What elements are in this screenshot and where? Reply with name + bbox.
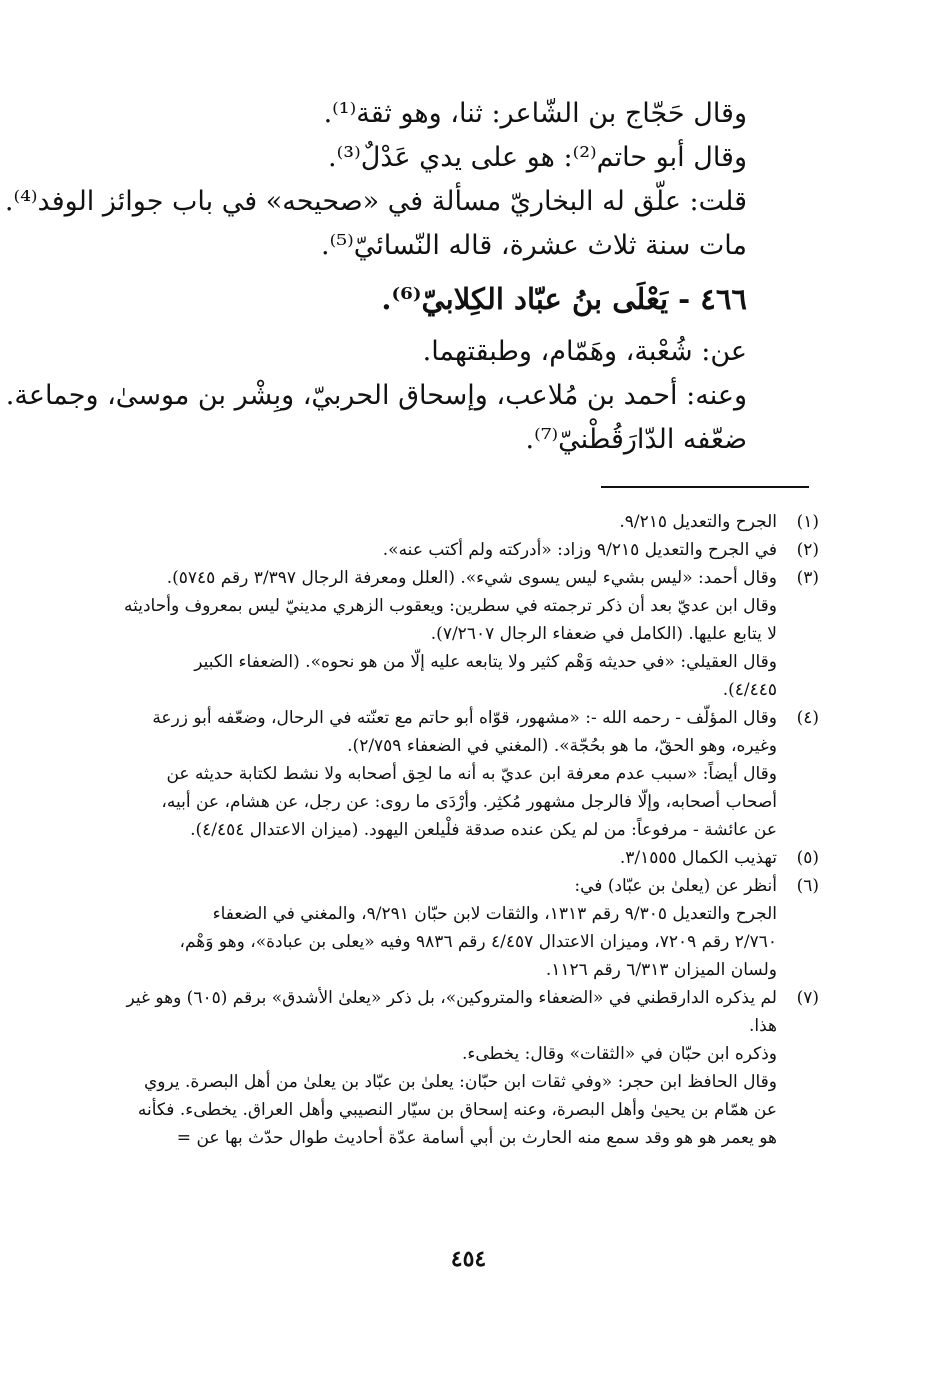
footnote-line: تهذيب الكمال ٣/١٥٥٥. bbox=[619, 848, 777, 868]
footnote-7 bbox=[114, 984, 819, 1152]
page-number: ٤٥٤ bbox=[450, 1246, 487, 1272]
footnote-line: عن عائشة - مرفوعاً: من لم يكن عنده صدقة فلْيلعن اليهود. (ميزان الاعتدال ٤/٤٥٤). bbox=[190, 820, 777, 840]
footnote-line: وقال المؤلّف - رحمه الله -: «مشهور، قوّاه أبو حاتم مع تعنّته في الرحال، وضعّفه أبو زرعة bbox=[152, 708, 777, 728]
main-line: ضعّفه الدّارَقُطْنيّ⁽⁷⁾. bbox=[525, 424, 747, 455]
main-line: وقال أبو حاتم⁽²⁾: هو على يدي عَدْلٌ⁽³⁾. bbox=[328, 142, 747, 173]
footnote-line: وغيره، وهو الحقّ، ما هو بحُجّة». (المغني في الضعفاء ٢/٧٥٩). bbox=[347, 736, 777, 756]
footnote-number: (٦) bbox=[796, 876, 819, 896]
footnote-line: عن همّام بن يحيىٰ وأهل البصرة، وعنه إسحاق بن سيّار النصيبي وأهل العراق. يخطىء. فكأنه bbox=[137, 1100, 777, 1120]
footnote-line: لم يذكره الدارقطني في «الضعفاء والمتروكين»، بل ذكر «يعلىٰ الأشدق» برقم (٦٠٥) وهو غير bbox=[126, 988, 777, 1008]
footnote-line: وقال ابن عديّ بعد أن ذكر ترجمته في سطرين: ويعقوب الزهري مدينيّ ليس بمعروف وأحاديثه bbox=[124, 596, 777, 616]
footnote-line: وذكره ابن حبّان في «الثقات» وقال: يخطىء. bbox=[461, 1044, 777, 1064]
footnote-3 bbox=[114, 564, 819, 704]
footnote-2 bbox=[114, 536, 819, 564]
main-line: وعنه: أحمد بن مُلاعب، وإسحاق الحربيّ، وبِشْر بن موسىٰ، وجماعة. bbox=[5, 380, 747, 411]
footnote-1 bbox=[114, 508, 819, 536]
footnote-line: في الجرح والتعديل ٩/٢١٥ وزاد: «أدركته ولم أكتب عنه». bbox=[382, 540, 777, 560]
footnote-6 bbox=[114, 872, 819, 984]
footnote-line: الجرح والتعديل ٩/٣٠٥ رقم ١٣١٣، والثقات لابن حبّان ٩/٢٩١، والمغني في الضعفاء bbox=[212, 904, 777, 924]
main-line: مات سنة ثلاث عشرة، قاله النّسائيّ⁽⁵⁾. bbox=[321, 230, 747, 261]
footnote-line: ٤/٤٤٥). bbox=[722, 680, 777, 700]
main-line: قلت: علّق له البخاريّ مسألة في «صحيحه» في باب جوائز الوفد⁽⁴⁾. bbox=[4, 186, 747, 217]
footnote-line: وقال الحافظ ابن حجر: «وفي ثقات ابن حبّان: يعلىٰ بن عبّاد بن يعلىٰ من أهل البصرة. يروي bbox=[143, 1072, 777, 1092]
footnotes bbox=[114, 508, 819, 1152]
footnote-line: الجرح والتعديل ٩/٢١٥. bbox=[619, 512, 777, 532]
footnote-separator bbox=[601, 486, 809, 488]
footnote-line: وقال أيضاً: «سبب عدم معرفة ابن عديّ به أنه ما لحِق أصحابه ولا نشط لكتابة حديثه عن bbox=[166, 764, 777, 784]
main-text bbox=[4, 92, 747, 462]
footnote-number: (٢) bbox=[796, 540, 819, 560]
footnote-number: (٤) bbox=[796, 708, 819, 728]
footnote-line: وقال أحمد: «ليس بشيء ليس يسوى شيء». (العلل ومعرفة الرجال ٣/٣٩٧ رقم ٥٧٤٥). bbox=[166, 568, 777, 588]
footnote-4 bbox=[114, 704, 819, 844]
footnote-line: أنظر عن (يعلىٰ بن عبّاد) في: bbox=[574, 876, 777, 896]
footnote-line: أصحاب أصحابه، وإلّا فالرجل مشهور مُكثِر. وأرْدَى ما روى: عن رجل، عن هشام، عن أبيه، bbox=[161, 792, 777, 812]
footnote-number: (٥) bbox=[796, 848, 819, 868]
footnote-line: وقال العقيلي: «في حديثه وَهْم كثير ولا يتابعه عليه إلّا من هو نحوه». (الضعفاء الكبير bbox=[194, 652, 777, 672]
footnote-number: (٣) bbox=[796, 568, 819, 588]
footnote-number: (٧) bbox=[796, 988, 819, 1008]
footnote-5 bbox=[114, 844, 819, 872]
footnote-line: ولسان الميزان ٦/٣١٣ رقم ١١٢٦. bbox=[545, 960, 777, 980]
footnote-line: هذا. bbox=[748, 1016, 777, 1036]
footnote-number: (١) bbox=[796, 512, 819, 532]
entry-heading: ٤٦٦ - يَعْلَى بنُ عبّاد الكِلابيّ⁽⁶⁾. bbox=[381, 282, 747, 316]
footnote-line: ٢/٧٦٠ رقم ٧٢٠٩، وميزان الاعتدال ٤/٤٥٧ رقم ٩٨٣٦ وفيه «يعلى بن عبادة»، وهو وَهْم، bbox=[179, 932, 777, 952]
footnote-line: لا يتابع عليها. (الكامل في ضعفاء الرجال ٧/٢٦٠٧). bbox=[430, 624, 777, 644]
main-line: وقال حَجّاج بن الشّاعر: ثنا، وهو ثقة⁽¹⁾. bbox=[323, 98, 747, 129]
footnote-line: هو يعمر هو هو وقد سمع منه الحارث بن أبي أسامة عدّة أحاديث طوال حدّث بها عن = bbox=[176, 1128, 777, 1148]
main-line: عن: شُعْبة، وهَمّام، وطبقتهما. bbox=[422, 336, 747, 367]
